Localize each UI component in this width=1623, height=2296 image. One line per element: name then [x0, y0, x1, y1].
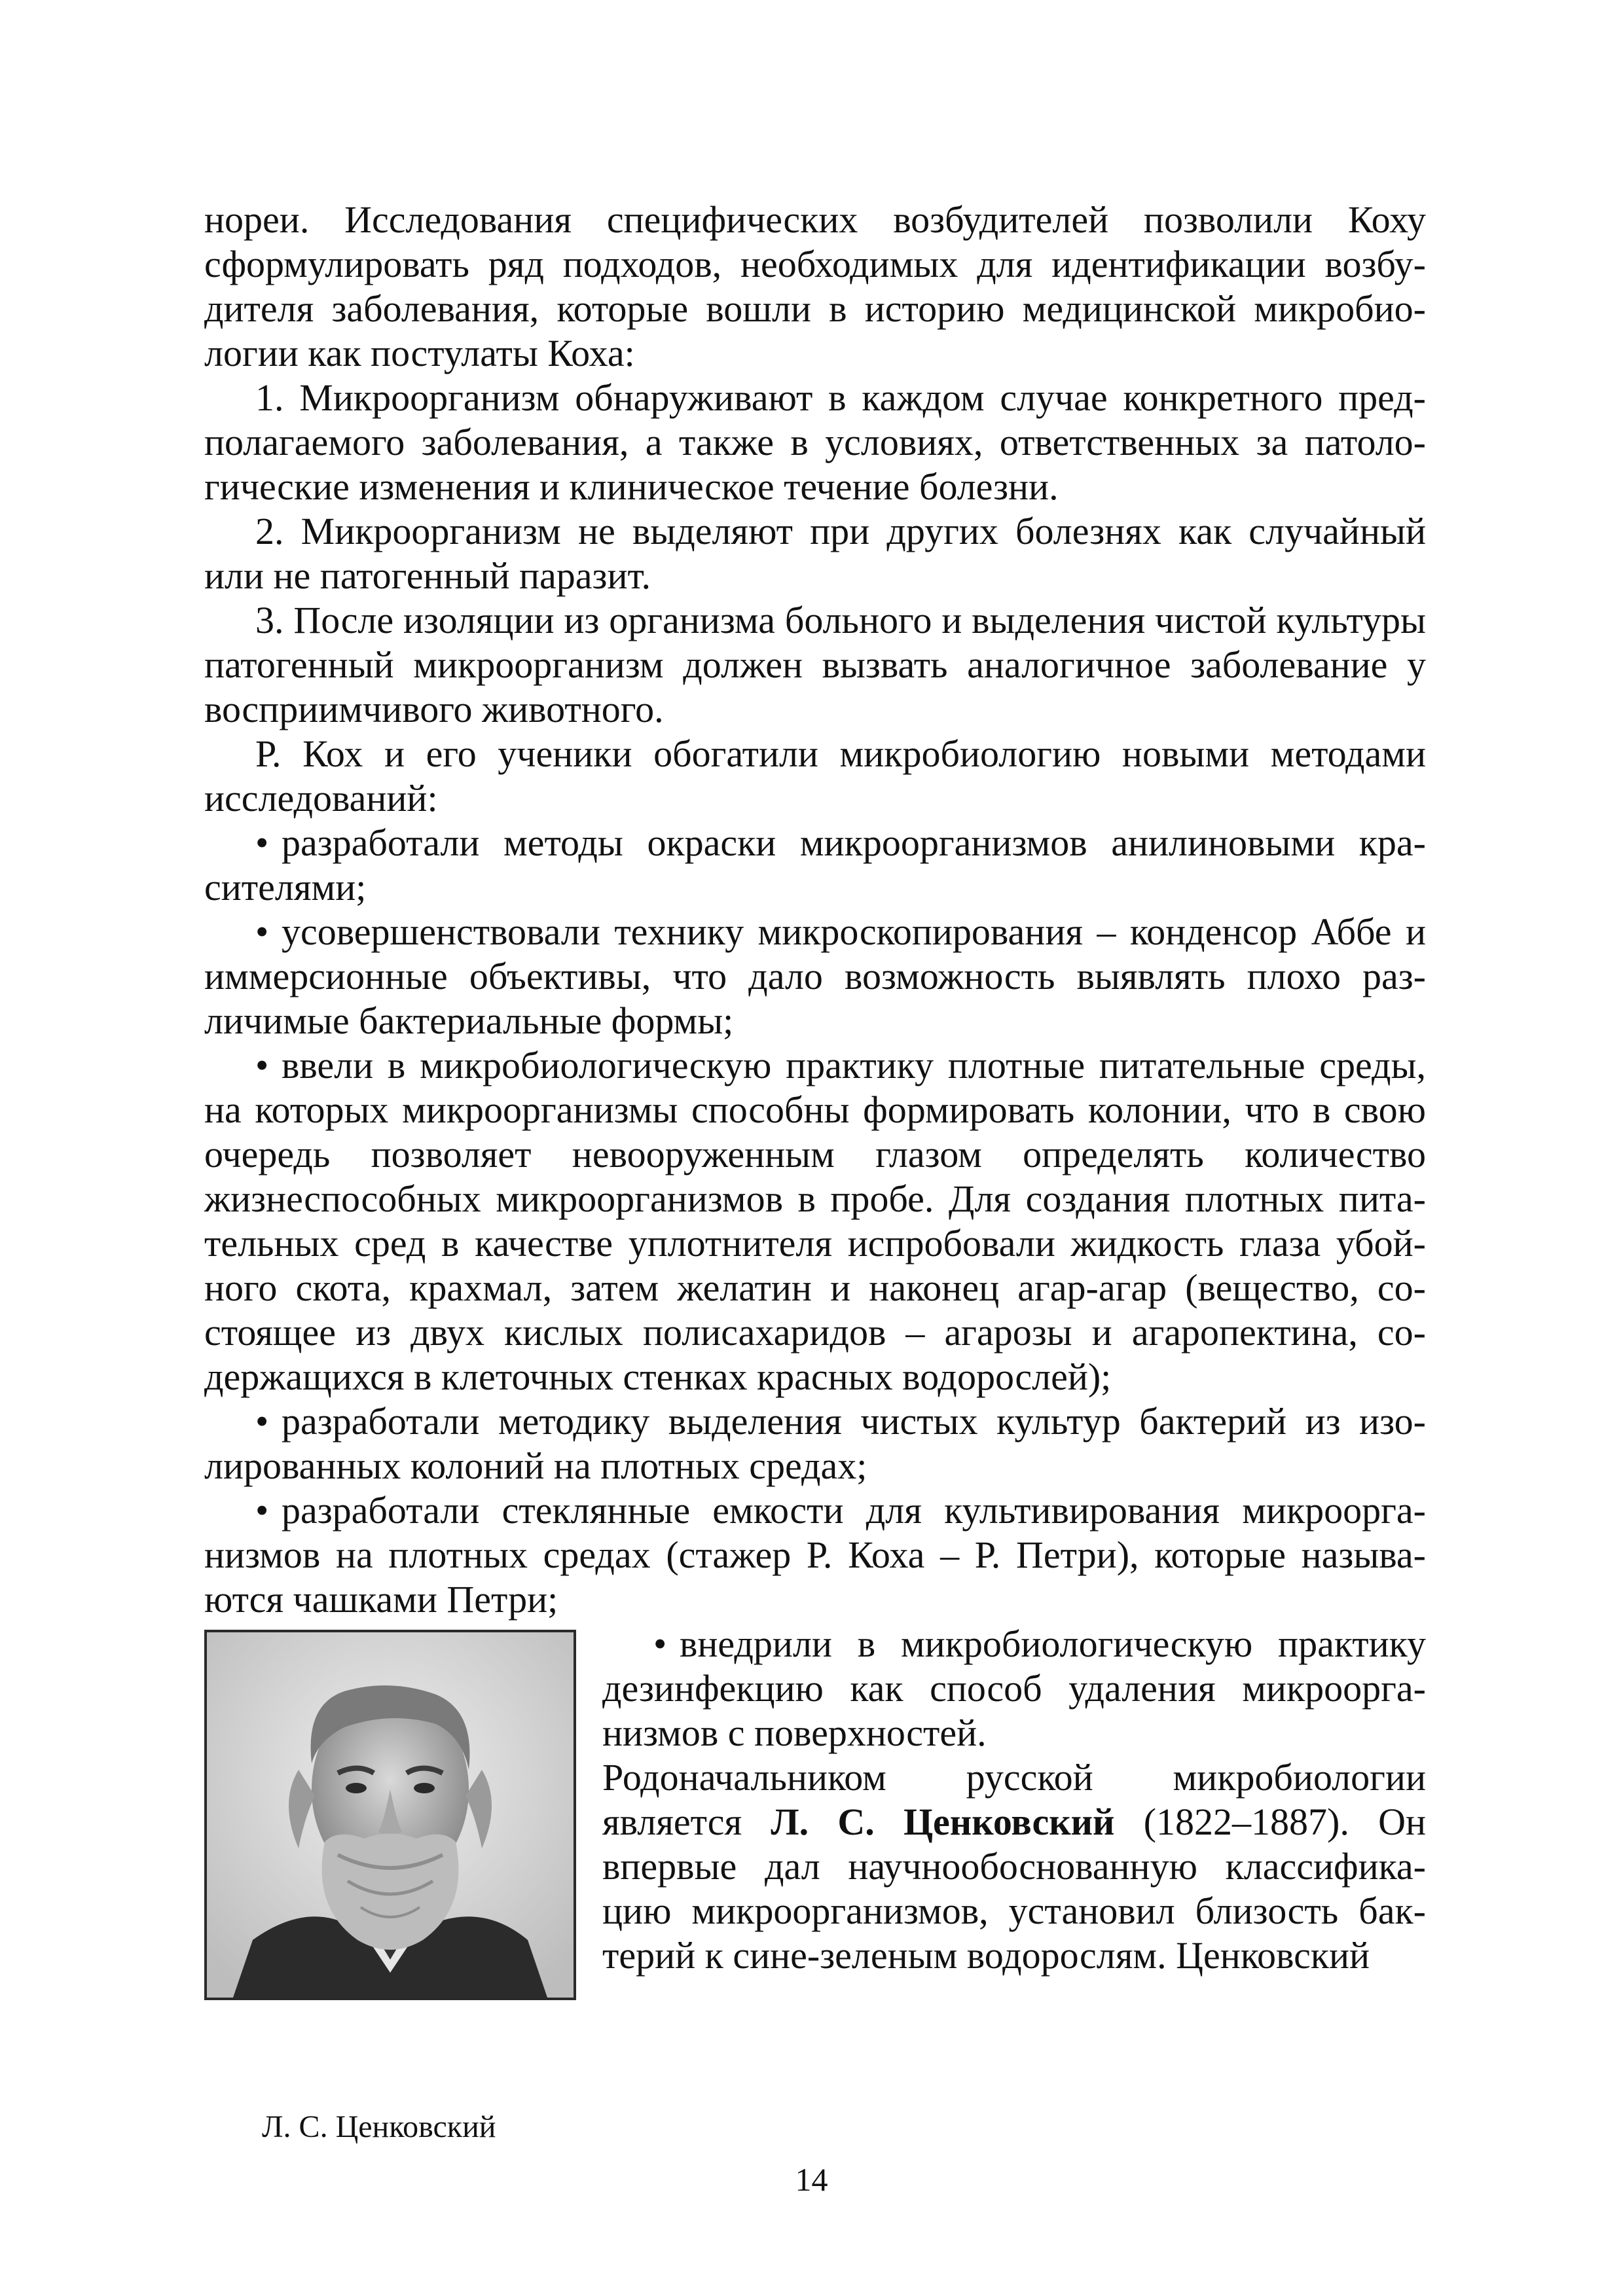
portrait-tsenkovsky — [204, 1630, 576, 2000]
wrap-text-column — [602, 1622, 1426, 1978]
bullet-staining: • разработали методы окраски микроорганизмов анилиновыми красителями; — [204, 821, 1426, 910]
paragraph-tsenkovsky — [602, 1755, 1426, 1978]
tsenkovsky-name: Л. С. Ценковский — [771, 1801, 1115, 1843]
figure-caption: Л. С. Ценковский — [262, 2109, 496, 2144]
bullet-petri-dishes: • разработали стеклянные емкости для культивирования микроорганизмов на плотных средах (стажер Р. Коха – Р. Петри), которые называются чашками Петри; — [204, 1488, 1426, 1622]
page-number: 14 — [795, 2161, 828, 2198]
tsenkovsky-text-before: Родоначальником русской микробиологии является — [602, 1756, 1426, 1843]
portrait-image — [207, 1632, 574, 1998]
bullet-disinfection: • внедрили в микробиологическую практику дезинфекцию как способ удаления микроорганизмов с поверхностей. — [602, 1622, 1426, 1755]
paragraph-postulate-2: 2. Микроорганизм не выделяют при других болезнях как случайный или не патогенный паразит. — [204, 510, 1426, 597]
page-body — [204, 198, 1426, 2000]
bullet-solid-media: • ввели в микробиологическую практику плотные питательные среды, на которых микроорганизмы способны формировать колонии, что в свою очередь позволяет невооруженным глазом определять количество жизнеспособных микроорганизмов в пробе. Для создания плотных питательных сред в качестве уплотнителя испробовали жидкость глаза убойного скота, крахмал, затем желатин и наконец агар-агар (вещество, состоящее из двух кислых полисахаридов – агарозы и агаропектина, содержащихся в клеточных стенках красных водорослей); — [204, 1043, 1426, 1399]
bullet-pure-cultures: • разработали методику выделения чистых культур бактерий из изолированных колоний на плотных средах; — [204, 1399, 1426, 1488]
paragraph-intro: нореи. Исследования специфических возбудителей позволили Коху сформулировать ряд подходов, необходимых для идентификации возбудителя заболевания, которые вошли в историю медицинской микробиологии как постулаты Коха: — [204, 198, 1426, 374]
bullet-microscopy: • усовершенствовали технику микроскопирования – конденсор Аббе и иммерсионные объективы, что дало возможность выявлять плохо различимые бактериальные формы; — [204, 910, 1426, 1043]
tsenkovsky-text-after: (1822–1887). Он впервые дал научнообоснованную классификацию микроорганизмов, установил близость бактерий к сине-зеленым водорослям. Ценковский — [602, 1801, 1426, 1977]
figure-wrap-region — [204, 1622, 1426, 1978]
paragraph-koch-methods: Р. Кох и его ученики обогатили микробиологию новыми методами исследований: — [204, 732, 1426, 819]
paragraph-postulate-1: 1. Микроорганизм обнаруживают в каждом случае конкретного предполагаемого заболевания, а также в условиях, ответственных за патологические изменения и клиническое течение болезни. — [204, 376, 1426, 508]
paragraph-postulate-3: 3. После изоляции из организма больного и выделения чистой культуры патогенный микроорганизм должен вызвать аналогичное заболевание у восприимчивого животного. — [204, 599, 1426, 730]
